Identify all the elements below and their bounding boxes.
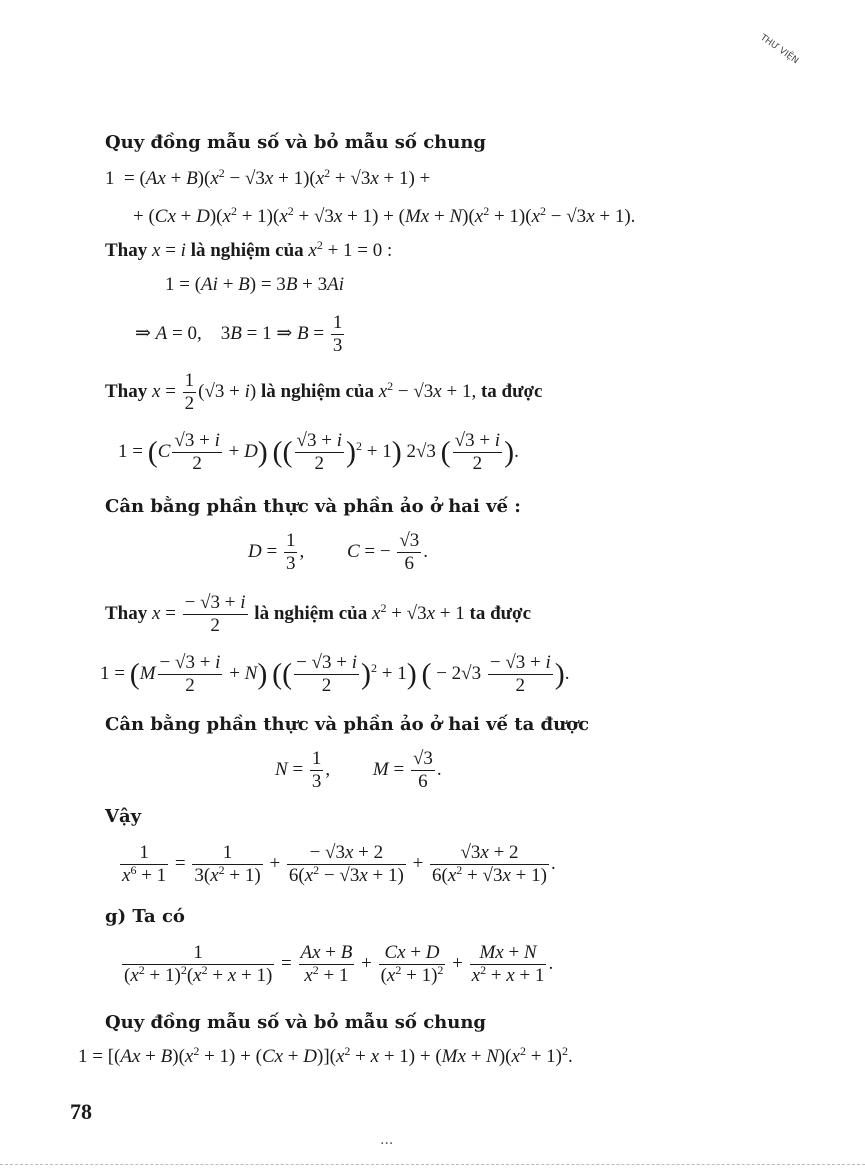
library-stamp: THƯ VIỆN [758,32,801,67]
equation-m-n: 1 = (M $\frac{- √3 + i}{2}$ + N) (( $\frac{- √3 + i}{2}$ )$^2$ + 1) ( − 2√3 $\frac{- √3 + i}{2}$ ). [100,652,570,696]
result-m-n: N = $\frac{1}{3}$ , M = $\frac{√3}{6}$ . [275,748,442,792]
final-decomposition-f: $\frac{1}{x^6 + 1}$ = $\frac{1}{3(x^2 + 1)}$ + $\frac{- √3x + 2}{6(x^2 - √3x + 1)}$ + $\frac{√3x + 2}{6(x^2 + √3x + 1)}$ . [122,842,556,886]
substitution-3: Thay x = $\frac{- √3 + i}{2}$ là nghiệm của $x^2 + √3x + 1$ ta được [105,592,531,636]
equation-c-d: 1 = (C $\frac{√3 + i}{2}$ + D) (( $\frac{√3 + i}{2}$ )$^2$ + 1) 2√3 ( $\frac{√3 + i}{2}$ ). [118,430,519,474]
intro-text-2: Quy đồng mẫu số và bỏ mẫu số chung [105,1012,487,1033]
result-c-d: D = $\frac{1}{3}$ , C = − $\frac{√3}{6}$ . [248,530,429,574]
decomposition-g: $\frac{1}{(x^2 + 1)^2(x^2 + x + 1)}$ = $\frac{Ax + B}{x^2 + 1}$ + $\frac{Cx + D}{(x^2 + 1)^2}$ + $\frac{Mx + N}{x^2 + x + 1}$ . [124,942,554,986]
equation-ai-b: 1 = (Ai + B) = 3B + 3Ai [165,274,345,295]
page-number: 78 [70,1099,92,1124]
intro-text: Quy đồng mẫu số và bỏ mẫu số chung [105,132,487,153]
conclusion-label: Vậy [105,806,142,827]
substitution-i: Thay x = i là nghiệm của $x^2 + 1 = 0$ : [105,238,393,261]
substitution-2: Thay x = $\frac{1}{2}$ (√3 + i) là nghiệm của $x^2 - √3x + 1$, ta được [105,370,543,414]
balance-text-1: Cân bằng phần thực và phần ảo ở hai vế : [105,496,521,517]
part-g-label: g) Ta có [105,906,185,927]
equation-line-2: + $(Cx + D)(x^2 + 1)(x^2 + √3x + 1) + (Mx + N)(x^2 + 1)(x^2 - √3x + 1)$. [133,204,636,227]
footer-rule [0,1164,865,1165]
equation-g-common: $1 = [(Ax + B)(x^2 + 1) + (Cx + D)](x^2 + x + 1) + (Mx + N)(x^2 + 1)^2$. [78,1044,573,1067]
result-a-b: ⇒ A = 0, 3B = 1 ⇒ B = $\frac{1}{3}$ [135,312,343,356]
footer-dots: ... [380,1132,394,1148]
equation-line-1: $1 = (Ax + B)(x^2 - √3x + 1)(x^2 + √3x + 1)$ + [105,166,431,189]
balance-text-2: Cân bằng phần thực và phần ảo ở hai vế ta được [105,714,590,735]
